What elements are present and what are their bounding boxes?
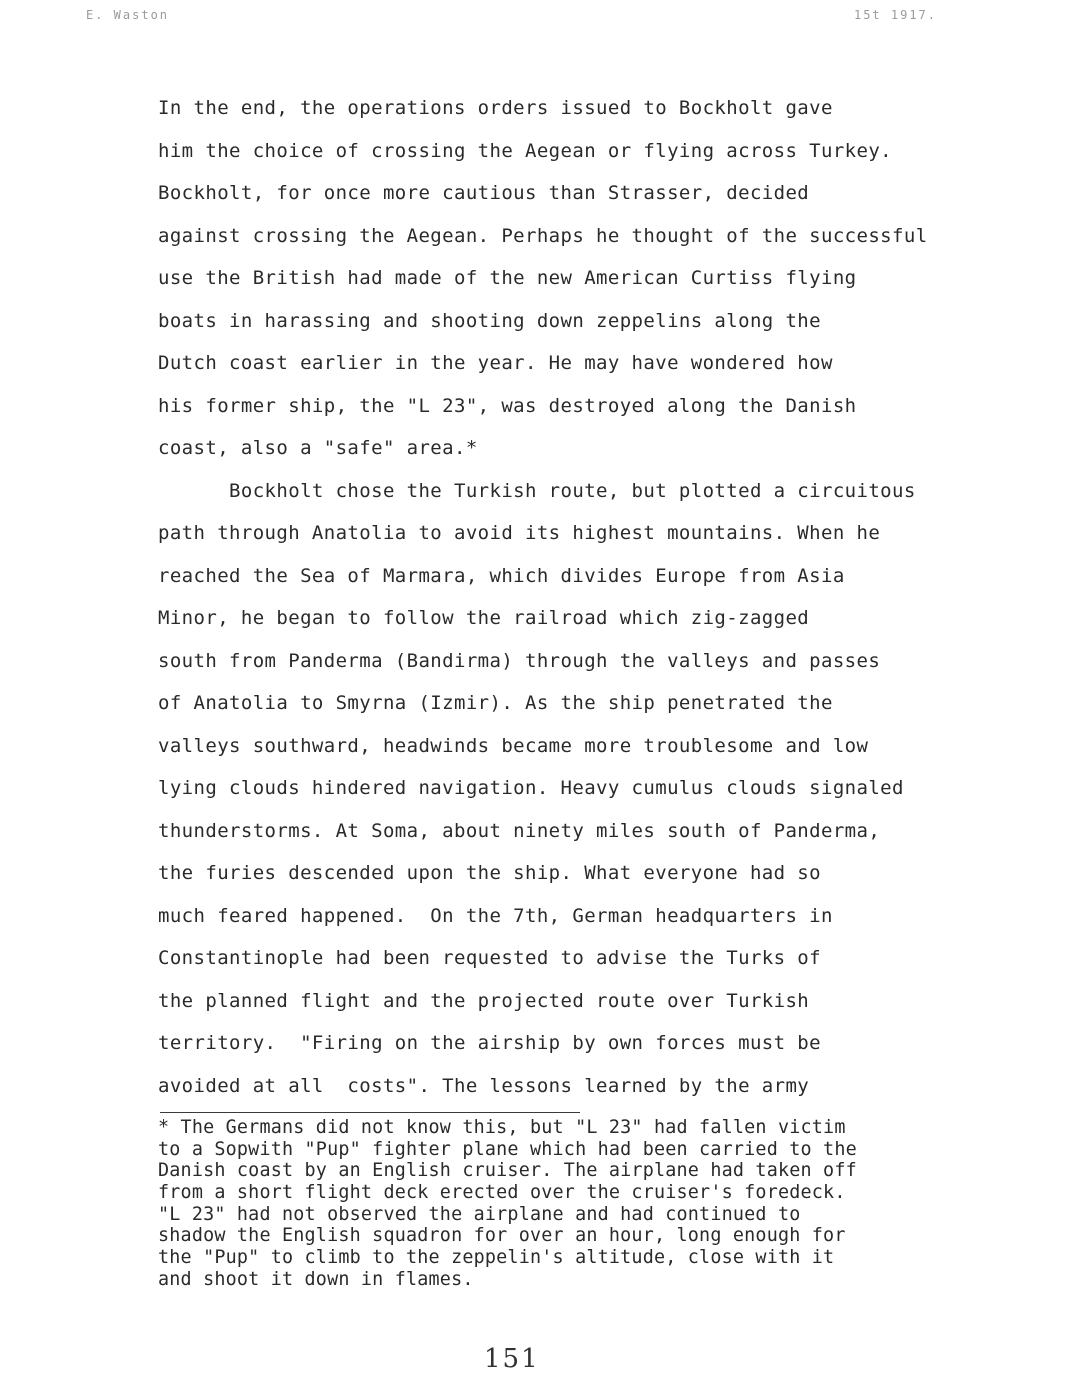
body-line: avoided at all costs". The lessons learned by the army: [158, 1074, 810, 1097]
body-line: valleys southward, headwinds became more troublesome and low: [158, 734, 869, 757]
body-line: the planned flight and the projected route over Turkish: [158, 989, 810, 1012]
footnote-line: * The Germans did not know this, but "L 23" had fallen victim: [158, 1117, 846, 1138]
body-line: Bockholt, for once more cautious than Strasser, decided: [158, 182, 810, 204]
body-line: Constantinople had been requested to advise the Turks of: [158, 947, 821, 969]
body-line: path through Anatolia to avoid its highest mountains. When he: [158, 522, 881, 544]
body-line: reached the Sea of Marmara, which divides Europe from Asia: [158, 564, 845, 587]
body-line: coast, also a "safe" area.*: [158, 437, 478, 459]
footnote-divider: [160, 1112, 580, 1113]
body-line: of Anatolia to Smyrna (Izmir). As the ship penetrated the: [158, 692, 833, 714]
body-line: lying clouds hindered navigation. Heavy cumulus clouds signaled: [158, 777, 904, 799]
body-line: Minor, he began to follow the railroad which zig-zagged: [158, 607, 810, 629]
footnote-line: to a Sopwith "Pup" fighter plane which had been carried to the: [158, 1138, 857, 1160]
footnote-line: shadow the English squadron for over an hour, long enough for: [158, 1225, 846, 1247]
body-line: thunderstorms. At Soma, about ninety miles south of Panderma,: [158, 819, 881, 842]
body-line: the furies descended upon the ship. What everyone had so: [158, 862, 821, 884]
header-right-text: 15t 1917.: [853, 8, 937, 22]
footnote-line: from a short flight deck erected over the cruiser's foredeck.: [158, 1182, 846, 1204]
body-line: use the British had made of the new American Curtiss flying: [158, 267, 857, 289]
footnote-line: the "Pup" to climb to the zeppelin's altitude, close with it: [158, 1247, 835, 1269]
body-line: south from Panderma (Bandirma) through the valleys and passes: [158, 649, 881, 672]
header-left-text: E. Waston: [86, 8, 170, 22]
body-line: In the end, the operations orders issued to Bockholt gave: [158, 97, 833, 119]
body-text: [158, 96, 988, 1116]
footnote: [158, 1117, 988, 1291]
body-line: much feared happened. On the 7th, German headquarters in: [158, 904, 833, 927]
footnote-line: Danish coast by an English cruiser. The airplane had taken off: [158, 1160, 857, 1182]
body-line: him the choice of crossing the Aegean or flying across Turkey.: [158, 139, 893, 162]
footnote-line: and shoot it down in flames.: [158, 1268, 474, 1290]
body-line: Dutch coast earlier in the year. He may have wondered how: [158, 352, 833, 374]
body-line: against crossing the Aegean. Perhaps he thought of the successful: [158, 224, 928, 247]
body-line: boats in harassing and shooting down zeppelins along the: [158, 309, 821, 332]
body-line: territory. "Firing on the airship by own forces must be: [158, 1032, 821, 1054]
body-line: his former ship, the "L 23", was destroyed along the Danish: [158, 394, 857, 417]
body-line: Bockholt chose the Turkish route, but plotted a circuitous: [158, 479, 916, 502]
page-number: 151: [484, 1344, 540, 1374]
footnote-line: "L 23" had not observed the airplane and had continued to: [158, 1203, 801, 1225]
